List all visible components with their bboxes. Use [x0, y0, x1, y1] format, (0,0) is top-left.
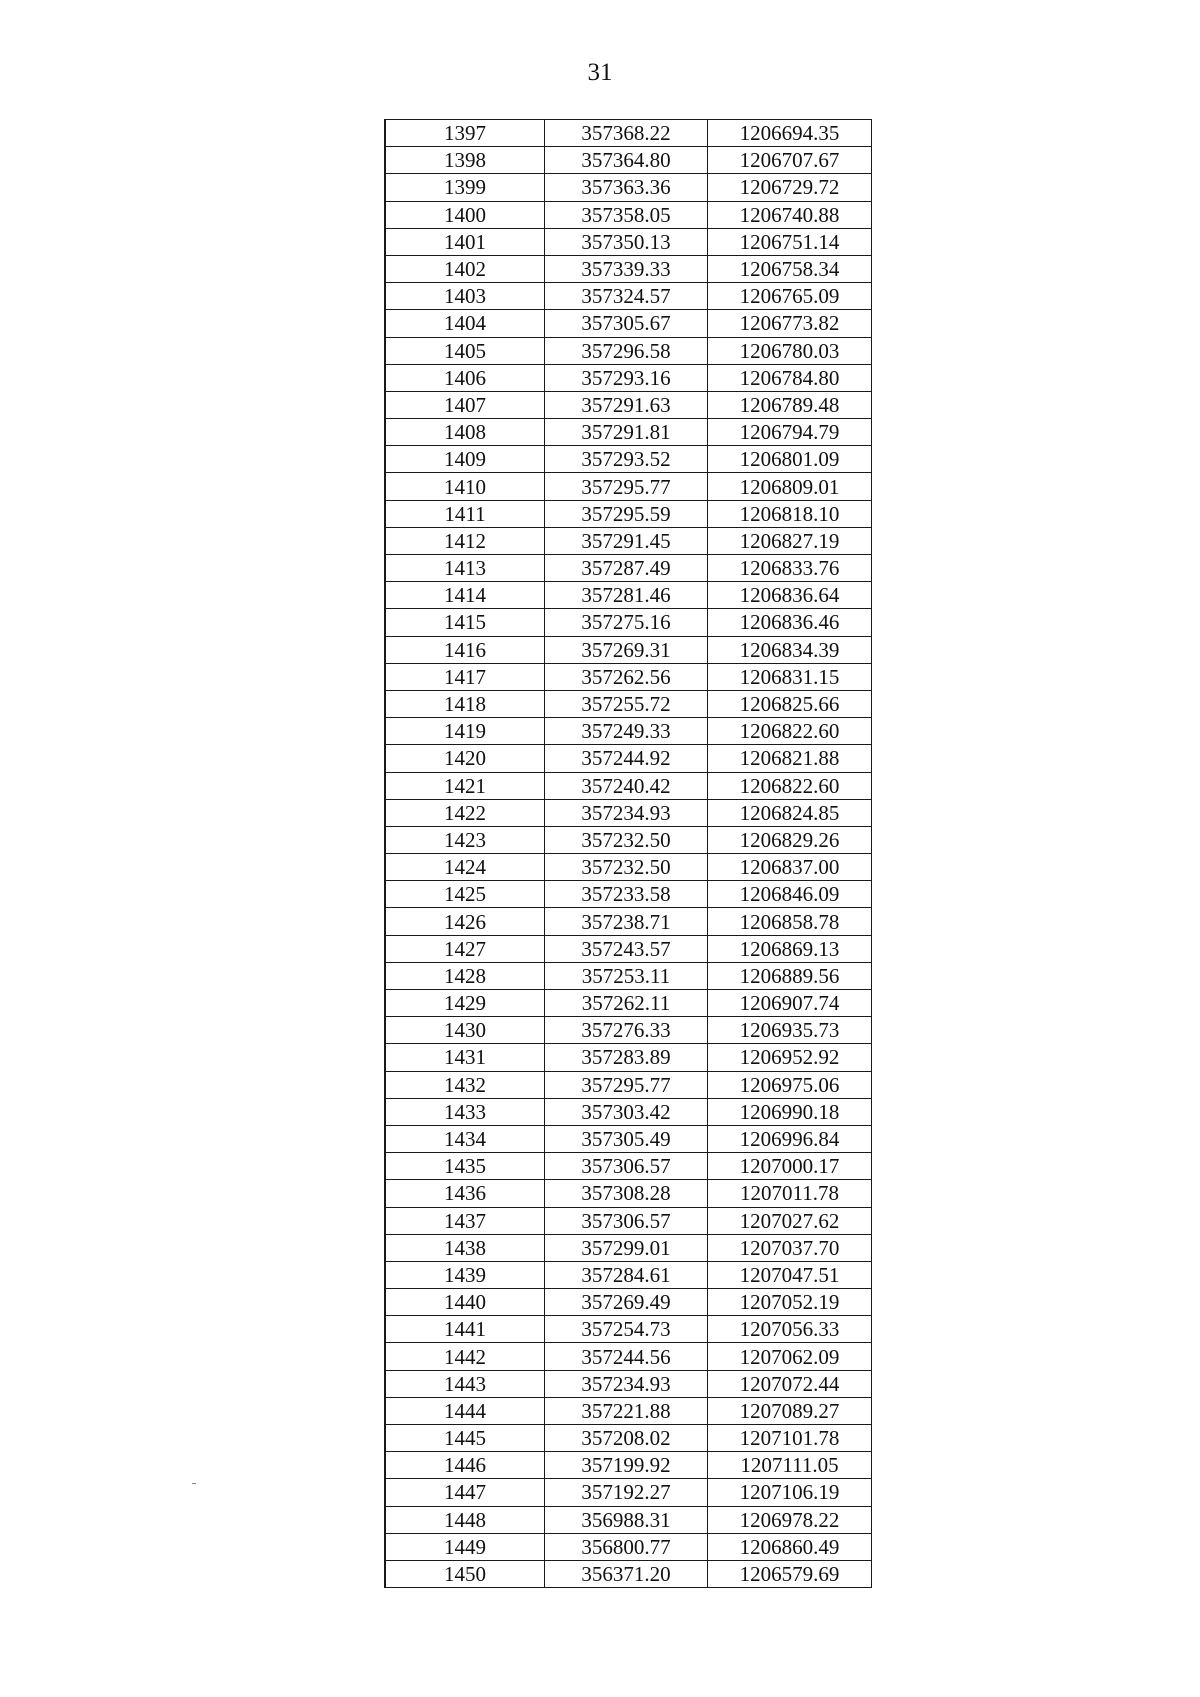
y-coordinate-cell: 1206831.15	[708, 663, 872, 690]
table-row	[385, 1289, 872, 1316]
x-coordinate-cell: 357308.28	[545, 1180, 708, 1207]
table-row	[385, 120, 872, 147]
y-coordinate-cell: 1206765.09	[708, 283, 872, 310]
table-row	[385, 745, 872, 772]
point-number-cell: 1437	[385, 1207, 545, 1234]
x-coordinate-cell: 357269.49	[545, 1289, 708, 1316]
x-coordinate-cell: 357232.50	[545, 826, 708, 853]
point-number-cell: 1406	[385, 364, 545, 391]
table-row	[385, 1098, 872, 1125]
point-number-cell: 1413	[385, 555, 545, 582]
x-coordinate-cell: 357296.58	[545, 337, 708, 364]
point-number-cell: 1414	[385, 582, 545, 609]
table-row	[385, 391, 872, 418]
table-row	[385, 609, 872, 636]
y-coordinate-cell: 1207000.17	[708, 1153, 872, 1180]
y-coordinate-cell: 1206740.88	[708, 201, 872, 228]
point-number-cell: 1436	[385, 1180, 545, 1207]
y-coordinate-cell: 1207072.44	[708, 1370, 872, 1397]
table-row	[385, 1560, 872, 1587]
point-number-cell: 1411	[385, 500, 545, 527]
table-row	[385, 473, 872, 500]
point-number-cell: 1400	[385, 201, 545, 228]
point-number-cell: 1422	[385, 799, 545, 826]
point-number-cell: 1423	[385, 826, 545, 853]
table-row	[385, 500, 872, 527]
y-coordinate-cell: 1207011.78	[708, 1180, 872, 1207]
table-row	[385, 908, 872, 935]
table-row	[385, 310, 872, 337]
point-number-cell: 1447	[385, 1479, 545, 1506]
table-row	[385, 527, 872, 554]
x-coordinate-cell: 357249.33	[545, 718, 708, 745]
y-coordinate-cell: 1206729.72	[708, 174, 872, 201]
y-coordinate-cell: 1207101.78	[708, 1425, 872, 1452]
point-number-cell: 1416	[385, 636, 545, 663]
table-row	[385, 718, 872, 745]
table-row	[385, 174, 872, 201]
x-coordinate-cell: 357283.89	[545, 1044, 708, 1071]
x-coordinate-cell: 357234.93	[545, 799, 708, 826]
y-coordinate-cell: 1207052.19	[708, 1289, 872, 1316]
point-number-cell: 1444	[385, 1397, 545, 1424]
y-coordinate-cell: 1206818.10	[708, 500, 872, 527]
x-coordinate-cell: 357221.88	[545, 1397, 708, 1424]
page-number: 31	[587, 59, 613, 86]
point-number-cell: 1403	[385, 283, 545, 310]
y-coordinate-cell: 1207089.27	[708, 1397, 872, 1424]
y-coordinate-cell: 1206773.82	[708, 310, 872, 337]
point-number-cell: 1401	[385, 228, 545, 255]
y-coordinate-cell: 1207106.19	[708, 1479, 872, 1506]
x-coordinate-cell: 357291.63	[545, 391, 708, 418]
y-coordinate-cell: 1206990.18	[708, 1098, 872, 1125]
table-row	[385, 1425, 872, 1452]
y-coordinate-cell: 1207056.33	[708, 1316, 872, 1343]
table-row	[385, 555, 872, 582]
point-number-cell: 1439	[385, 1261, 545, 1288]
y-coordinate-cell: 1206860.49	[708, 1533, 872, 1560]
point-number-cell: 1417	[385, 663, 545, 690]
x-coordinate-cell: 357243.57	[545, 935, 708, 962]
table-row	[385, 283, 872, 310]
y-coordinate-cell: 1206975.06	[708, 1071, 872, 1098]
table-row	[385, 1506, 872, 1533]
x-coordinate-cell: 357306.57	[545, 1207, 708, 1234]
table-row	[385, 826, 872, 853]
point-number-cell: 1446	[385, 1452, 545, 1479]
table-row	[385, 255, 872, 282]
x-coordinate-cell: 357324.57	[545, 283, 708, 310]
point-number-cell: 1448	[385, 1506, 545, 1533]
point-number-cell: 1440	[385, 1289, 545, 1316]
x-coordinate-cell: 356800.77	[545, 1533, 708, 1560]
table-row	[385, 1153, 872, 1180]
y-coordinate-cell: 1206907.74	[708, 990, 872, 1017]
x-coordinate-cell: 357364.80	[545, 147, 708, 174]
table-row	[385, 1234, 872, 1261]
y-coordinate-cell: 1206889.56	[708, 962, 872, 989]
y-coordinate-cell: 1206858.78	[708, 908, 872, 935]
point-number-cell: 1429	[385, 990, 545, 1017]
x-coordinate-cell: 357233.58	[545, 881, 708, 908]
table-row	[385, 854, 872, 881]
x-coordinate-cell: 357253.11	[545, 962, 708, 989]
y-coordinate-cell: 1207062.09	[708, 1343, 872, 1370]
y-coordinate-cell: 1206707.67	[708, 147, 872, 174]
x-coordinate-cell: 357208.02	[545, 1425, 708, 1452]
table-row	[385, 881, 872, 908]
point-number-cell: 1434	[385, 1125, 545, 1152]
table-row	[385, 1533, 872, 1560]
y-coordinate-cell: 1206833.76	[708, 555, 872, 582]
x-coordinate-cell: 357276.33	[545, 1017, 708, 1044]
point-number-cell: 1430	[385, 1017, 545, 1044]
x-coordinate-cell: 357244.92	[545, 745, 708, 772]
table-row	[385, 582, 872, 609]
scan-speck	[192, 1483, 196, 1484]
y-coordinate-cell: 1206789.48	[708, 391, 872, 418]
y-coordinate-cell: 1206794.79	[708, 419, 872, 446]
x-coordinate-cell: 357284.61	[545, 1261, 708, 1288]
point-number-cell: 1421	[385, 772, 545, 799]
y-coordinate-cell: 1206996.84	[708, 1125, 872, 1152]
y-coordinate-cell: 1206751.14	[708, 228, 872, 255]
y-coordinate-cell: 1206824.85	[708, 799, 872, 826]
x-coordinate-cell: 357275.16	[545, 609, 708, 636]
y-coordinate-cell: 1206836.46	[708, 609, 872, 636]
x-coordinate-cell: 357303.42	[545, 1098, 708, 1125]
table-row	[385, 1017, 872, 1044]
x-coordinate-cell: 357306.57	[545, 1153, 708, 1180]
x-coordinate-cell: 357240.42	[545, 772, 708, 799]
x-coordinate-cell: 357199.92	[545, 1452, 708, 1479]
table-row	[385, 446, 872, 473]
table-row	[385, 636, 872, 663]
y-coordinate-cell: 1207111.05	[708, 1452, 872, 1479]
point-number-cell: 1409	[385, 446, 545, 473]
point-number-cell: 1418	[385, 690, 545, 717]
table-row	[385, 364, 872, 391]
x-coordinate-cell: 357299.01	[545, 1234, 708, 1261]
x-coordinate-cell: 356988.31	[545, 1506, 708, 1533]
y-coordinate-cell: 1206579.69	[708, 1560, 872, 1587]
point-number-cell: 1398	[385, 147, 545, 174]
x-coordinate-cell: 357238.71	[545, 908, 708, 935]
x-coordinate-cell: 357234.93	[545, 1370, 708, 1397]
y-coordinate-cell: 1206809.01	[708, 473, 872, 500]
x-coordinate-cell: 357339.33	[545, 255, 708, 282]
x-coordinate-cell: 357305.49	[545, 1125, 708, 1152]
point-number-cell: 1397	[385, 120, 545, 147]
point-number-cell: 1410	[385, 473, 545, 500]
x-coordinate-cell: 357262.11	[545, 990, 708, 1017]
point-number-cell: 1419	[385, 718, 545, 745]
x-coordinate-cell: 357254.73	[545, 1316, 708, 1343]
x-coordinate-cell: 357295.77	[545, 1071, 708, 1098]
coordinates-table-body	[385, 120, 872, 1588]
x-coordinate-cell: 357281.46	[545, 582, 708, 609]
table-row	[385, 990, 872, 1017]
x-coordinate-cell: 357255.72	[545, 690, 708, 717]
point-number-cell: 1441	[385, 1316, 545, 1343]
coordinates-table	[384, 119, 872, 1588]
x-coordinate-cell: 357350.13	[545, 228, 708, 255]
x-coordinate-cell: 357291.81	[545, 419, 708, 446]
y-coordinate-cell: 1206952.92	[708, 1044, 872, 1071]
x-coordinate-cell: 357363.36	[545, 174, 708, 201]
point-number-cell: 1445	[385, 1425, 545, 1452]
point-number-cell: 1402	[385, 255, 545, 282]
table-row	[385, 1180, 872, 1207]
x-coordinate-cell: 357192.27	[545, 1479, 708, 1506]
y-coordinate-cell: 1207027.62	[708, 1207, 872, 1234]
point-number-cell: 1438	[385, 1234, 545, 1261]
table-row	[385, 1370, 872, 1397]
point-number-cell: 1408	[385, 419, 545, 446]
point-number-cell: 1412	[385, 527, 545, 554]
y-coordinate-cell: 1206758.34	[708, 255, 872, 282]
y-coordinate-cell: 1206837.00	[708, 854, 872, 881]
table-row	[385, 1397, 872, 1424]
table-row	[385, 799, 872, 826]
point-number-cell: 1433	[385, 1098, 545, 1125]
table-row	[385, 1452, 872, 1479]
y-coordinate-cell: 1206822.60	[708, 718, 872, 745]
x-coordinate-cell: 356371.20	[545, 1560, 708, 1587]
x-coordinate-cell: 357368.22	[545, 120, 708, 147]
y-coordinate-cell: 1206846.09	[708, 881, 872, 908]
table-row	[385, 1261, 872, 1288]
point-number-cell: 1415	[385, 609, 545, 636]
table-row	[385, 147, 872, 174]
x-coordinate-cell: 357295.77	[545, 473, 708, 500]
point-number-cell: 1426	[385, 908, 545, 935]
table-row	[385, 228, 872, 255]
y-coordinate-cell: 1207047.51	[708, 1261, 872, 1288]
table-row	[385, 1316, 872, 1343]
table-row	[385, 962, 872, 989]
point-number-cell: 1428	[385, 962, 545, 989]
point-number-cell: 1443	[385, 1370, 545, 1397]
table-row	[385, 1044, 872, 1071]
y-coordinate-cell: 1206784.80	[708, 364, 872, 391]
y-coordinate-cell: 1207037.70	[708, 1234, 872, 1261]
point-number-cell: 1405	[385, 337, 545, 364]
x-coordinate-cell: 357305.67	[545, 310, 708, 337]
y-coordinate-cell: 1206834.39	[708, 636, 872, 663]
y-coordinate-cell: 1206694.35	[708, 120, 872, 147]
x-coordinate-cell: 357358.05	[545, 201, 708, 228]
y-coordinate-cell: 1206935.73	[708, 1017, 872, 1044]
table-row	[385, 337, 872, 364]
x-coordinate-cell: 357287.49	[545, 555, 708, 582]
y-coordinate-cell: 1206869.13	[708, 935, 872, 962]
y-coordinate-cell: 1206825.66	[708, 690, 872, 717]
table-row	[385, 419, 872, 446]
y-coordinate-cell: 1206822.60	[708, 772, 872, 799]
y-coordinate-cell: 1206821.88	[708, 745, 872, 772]
table-row	[385, 690, 872, 717]
table-row	[385, 1343, 872, 1370]
x-coordinate-cell: 357293.52	[545, 446, 708, 473]
point-number-cell: 1450	[385, 1560, 545, 1587]
point-number-cell: 1442	[385, 1343, 545, 1370]
table-row	[385, 1207, 872, 1234]
point-number-cell: 1407	[385, 391, 545, 418]
point-number-cell: 1431	[385, 1044, 545, 1071]
x-coordinate-cell: 357269.31	[545, 636, 708, 663]
x-coordinate-cell: 357244.56	[545, 1343, 708, 1370]
table-row	[385, 772, 872, 799]
x-coordinate-cell: 357293.16	[545, 364, 708, 391]
y-coordinate-cell: 1206780.03	[708, 337, 872, 364]
table-row	[385, 1479, 872, 1506]
point-number-cell: 1427	[385, 935, 545, 962]
table-row	[385, 935, 872, 962]
y-coordinate-cell: 1206978.22	[708, 1506, 872, 1533]
y-coordinate-cell: 1206827.19	[708, 527, 872, 554]
point-number-cell: 1432	[385, 1071, 545, 1098]
table-row	[385, 1125, 872, 1152]
y-coordinate-cell: 1206829.26	[708, 826, 872, 853]
point-number-cell: 1420	[385, 745, 545, 772]
y-coordinate-cell: 1206836.64	[708, 582, 872, 609]
x-coordinate-cell: 357232.50	[545, 854, 708, 881]
point-number-cell: 1404	[385, 310, 545, 337]
x-coordinate-cell: 357295.59	[545, 500, 708, 527]
table-row	[385, 1071, 872, 1098]
point-number-cell: 1449	[385, 1533, 545, 1560]
table-row	[385, 201, 872, 228]
y-coordinate-cell: 1206801.09	[708, 446, 872, 473]
point-number-cell: 1399	[385, 174, 545, 201]
point-number-cell: 1435	[385, 1153, 545, 1180]
table-row	[385, 663, 872, 690]
x-coordinate-cell: 357262.56	[545, 663, 708, 690]
point-number-cell: 1425	[385, 881, 545, 908]
x-coordinate-cell: 357291.45	[545, 527, 708, 554]
point-number-cell: 1424	[385, 854, 545, 881]
